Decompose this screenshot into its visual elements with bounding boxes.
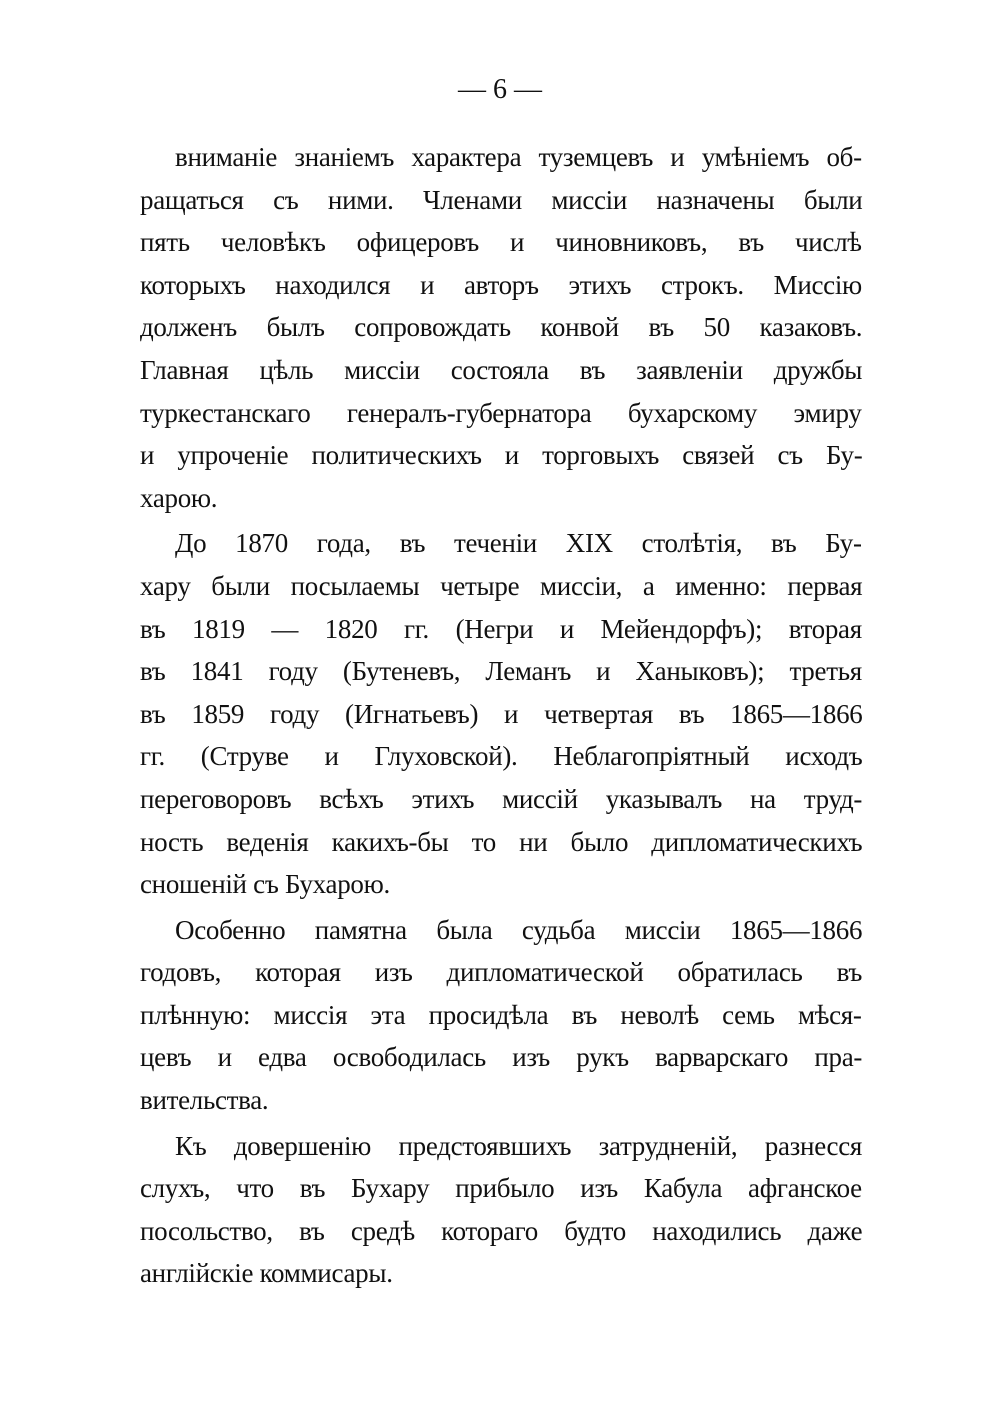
text-line: гг. (Струве и Глуховской). Неблагопріятный исходъ [140, 741, 863, 772]
text-line: До 1870 года, въ теченіи XIX столѣтія, въ Бу- [175, 528, 862, 559]
text-line: туркестанскаго генералъ-губернатора бухарскому эмиру [140, 397, 862, 428]
text-line: долженъ былъ сопровождать конвой въ 50 казаковъ. [140, 312, 863, 343]
text-line: англійскіе коммисары. [140, 1258, 393, 1289]
text-line: пять человѣкъ офицеровъ и чиновниковъ, въ числѣ [140, 227, 862, 258]
text-line: слухъ, что въ Бухару прибыло изъ Кабула афганское [140, 1173, 862, 1204]
text-line: Главная цѣль миссіи состояла въ заявленіи дружбы [140, 354, 863, 385]
paragraph [140, 522, 862, 905]
text-line: переговоровъ всѣхъ этихъ миссій указывалъ на труд- [140, 783, 863, 814]
body-text [140, 136, 862, 1298]
text-line: ращаться съ ними. Членами миссіи назначены были [140, 184, 863, 215]
text-line: въ 1859 году (Игнатьевъ) и четвертая въ 1865—1866 [140, 698, 863, 729]
text-line: посольство, въ средѣ котораго будто находились даже [140, 1215, 863, 1246]
text-line: хару были посылаемы четыре миссіи, а именно: первая [140, 570, 863, 601]
text-line: харою. [140, 482, 218, 513]
text-line: годовъ, которая изъ дипломатической обратилась въ [140, 957, 863, 988]
text-line: которыхъ находился и авторъ этихъ строкъ. Миссію [140, 269, 862, 300]
page-number: — 6 — [458, 74, 542, 105]
text-line: сношеній съ Бухарою. [140, 869, 390, 900]
text-line: и упроченіе политическихъ и торговыхъ связей съ Бу- [140, 440, 863, 471]
text-line: ность веденія какихъ-бы то ни было дипломатическихъ [140, 826, 863, 857]
paragraph [140, 1125, 862, 1295]
text-line: вниманіе знаніемъ характера туземцевъ и умѣніемъ об- [175, 142, 862, 172]
text-line: вительства. [140, 1085, 269, 1116]
text-line: плѣнную: миссія эта просидѣла въ неволѣ семь мѣся- [140, 999, 862, 1030]
paragraph [140, 909, 862, 1122]
paragraph [140, 136, 862, 519]
text-line: цевъ и едва освободилась изъ рукъ варварскаго пра- [140, 1042, 863, 1073]
text-line: въ 1819 — 1820 гг. (Негри и Мейендорфъ); вторая [140, 613, 862, 644]
text-line: въ 1841 году (Бутеневъ, Леманъ и Ханыковъ); третья [140, 656, 862, 687]
text-line: Къ довершенію предстоявшихъ затрудненій, разнесся [175, 1130, 863, 1161]
text-line: Особенно памятна была судьба миссіи 1865—1866 [175, 914, 863, 945]
